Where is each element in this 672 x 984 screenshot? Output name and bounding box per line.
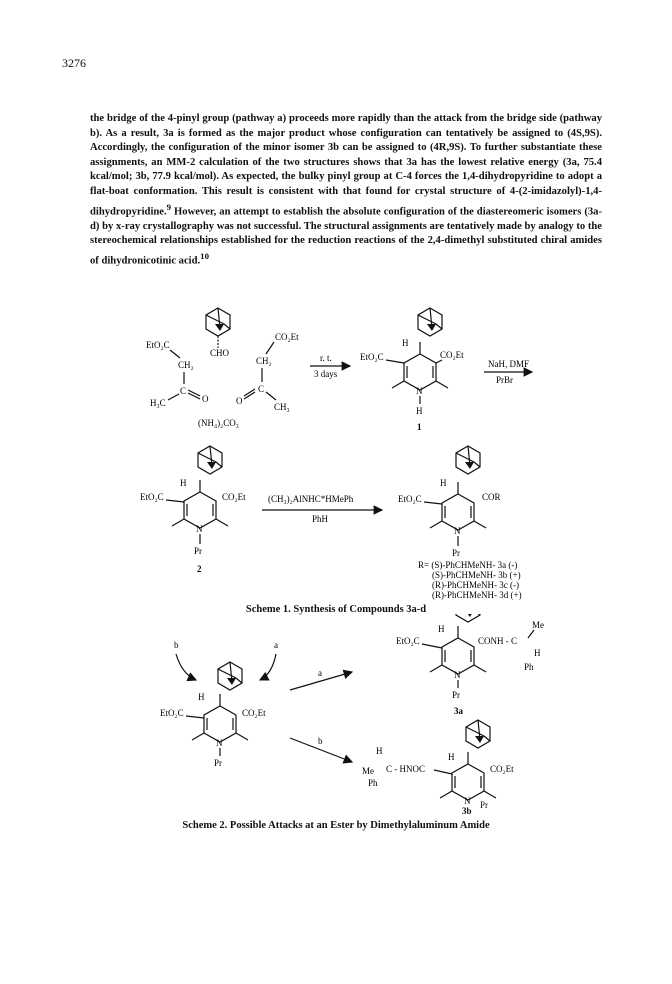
compound-2	[140, 446, 246, 574]
compound-ref: 3a	[163, 127, 174, 139]
step1-condition-top: r. t.	[320, 353, 332, 363]
co2et-label: CO₂Et	[440, 350, 464, 360]
n-label: N	[416, 386, 423, 396]
co2et-label: CO₂Et	[242, 708, 266, 718]
n-label: N	[454, 670, 461, 680]
body-paragraph	[90, 112, 602, 269]
page-number: 3276	[62, 56, 86, 70]
product-3b	[362, 720, 514, 806]
reactants	[146, 308, 299, 428]
step2-condition-top: NaH, DMF	[488, 359, 530, 369]
h-label: H	[534, 648, 541, 658]
r-group-line: (R)-PhCHMeNH- 3d (+)	[432, 590, 522, 600]
start-compound	[160, 640, 278, 768]
citation: 10	[200, 250, 209, 261]
r-group-line: (S)-PhCHMeNH- 3b (+)	[432, 570, 521, 580]
step1-condition-bottom: 3 days	[314, 369, 338, 379]
o-label: O	[202, 394, 209, 404]
r-group-line: R= (S)-PhCHMeNH- 3a (-)	[418, 560, 518, 570]
ph-label: Ph	[524, 662, 534, 672]
compound-label: 3b	[462, 806, 472, 816]
text-run: , 75.4 kcal/mol;	[90, 156, 602, 183]
pr-label: Pr	[452, 548, 461, 558]
cor-label: COR	[482, 492, 501, 502]
scheme-2-caption: Scheme 2. Possible Attacks at an Ester by Dimethylaluminum Amide	[182, 820, 490, 831]
c-label: C	[180, 386, 187, 396]
product-3a	[396, 614, 544, 716]
compound-ref: 3b	[327, 142, 340, 154]
eto2c-label: EtO₂C	[146, 340, 170, 350]
co2et-label: CO₂Et	[222, 492, 246, 502]
co2et-label: CO₂Et	[490, 764, 514, 774]
text-run: ) by x-ray crystallography was not successful. The structural assignments are tentatively made by analogy to the stereochemical relationships established for the reduction reactions of the 2,4-dimethyl substituted chiral amides of dihydronicotinic acid.	[90, 220, 602, 267]
pathway-b-label: b	[318, 736, 323, 746]
c-label: C	[258, 384, 265, 394]
compound-ref: 3a-d	[90, 206, 602, 232]
scheme-1-figure	[0, 290, 672, 600]
ch3-label: CH₃	[274, 402, 290, 412]
compound-ref: 3a	[406, 156, 418, 168]
n-label: N	[454, 526, 461, 536]
h4-label: H	[402, 338, 409, 348]
h3c-label: H₃C	[150, 398, 166, 408]
compound-label: 3a	[454, 706, 463, 716]
citation: 9	[166, 201, 172, 212]
eto2c-label: EtO₂C	[360, 352, 384, 362]
me-label: Me	[362, 766, 374, 776]
pr-label: Pr	[214, 758, 223, 768]
n-label: N	[196, 524, 203, 534]
ph-label: Ph	[368, 778, 378, 788]
amide-label: C - HNOC	[386, 764, 426, 774]
compound-ref: 3b	[135, 171, 147, 183]
amide-label: CONH - C	[478, 636, 518, 646]
n-label: N	[464, 796, 471, 806]
step2-condition-bottom: PrBr	[496, 375, 514, 385]
scheme-1-caption: Scheme 1. Synthesis of Compounds 3a-d	[245, 604, 427, 615]
pathway-a-label: a	[318, 668, 322, 678]
product-3	[398, 446, 522, 600]
h4-label: H	[440, 478, 447, 488]
compound-label: 2	[197, 564, 202, 574]
path-b-label: b	[174, 640, 179, 650]
r-group-line: (R)-PhCHMeNH- 3c (-)	[432, 580, 519, 590]
h4-label: H	[448, 752, 455, 762]
pr-label: Pr	[480, 800, 489, 810]
step3-condition-top: (CH₃)₂AlNHC*HMePh	[268, 494, 354, 504]
text-run: the bridge of the 4-pinyl group (pathway a) proceeds more rapidly than the attack from the bridge side (pathway b). As a result,	[90, 113, 602, 139]
h4-label: H	[438, 624, 445, 634]
h4-label: H	[180, 478, 187, 488]
step3-condition-bottom: PhH	[312, 514, 329, 524]
compound-ref: 3a	[566, 156, 577, 168]
text-run: , 77.9 kcal/mol). As expected, the bulky pinyl group at C-4 forces the 1,4-dihydropyridine to adopt a flat-boat conformation. This result is consistent with that found for crystal structure of 4-(2-imidazolyl)-1,4-dihydropyridine.	[90, 171, 602, 218]
pr-label: Pr	[452, 690, 461, 700]
ch2-label: CH₂	[256, 356, 272, 366]
co2et-label: CO₂Et	[275, 332, 299, 342]
h-label: H	[376, 746, 383, 756]
path-a-label: a	[274, 640, 278, 650]
compound-label: 1	[417, 422, 422, 432]
scheme-2-figure	[0, 614, 672, 810]
eto2c-label: EtO₂C	[396, 636, 420, 646]
eto2c-label: EtO₂C	[160, 708, 184, 718]
text-run: However, an attempt to establish the absolute configuration of the diastereomeric isomers (	[171, 206, 588, 218]
o-label: O	[236, 396, 243, 406]
eto2c-label: EtO₂C	[140, 492, 164, 502]
nh-label: H	[416, 406, 423, 416]
text-run: is formed as the major product whose configuration can tentatively be assigned to (4S,9S). Accordingly, the configuration of the minor isomer	[90, 127, 602, 154]
text-run: can be assigned to (4R,9S). To further substantiate these assignments, an MM-2 calculation of the two structures shows that	[90, 142, 602, 168]
ammonium-carbonate-label: (NH₄)₂CO₃	[198, 418, 239, 428]
n-label: N	[216, 738, 223, 748]
me-label: Me	[532, 620, 544, 630]
eto2c-label: EtO₂C	[398, 494, 422, 504]
ch2-label: CH₂	[178, 360, 194, 370]
text-run: has the lowest relative energy (	[417, 156, 567, 168]
h4-label: H	[198, 692, 205, 702]
cho-label: CHO	[210, 348, 230, 358]
product-1	[360, 308, 464, 432]
pr-label: Pr	[194, 546, 203, 556]
